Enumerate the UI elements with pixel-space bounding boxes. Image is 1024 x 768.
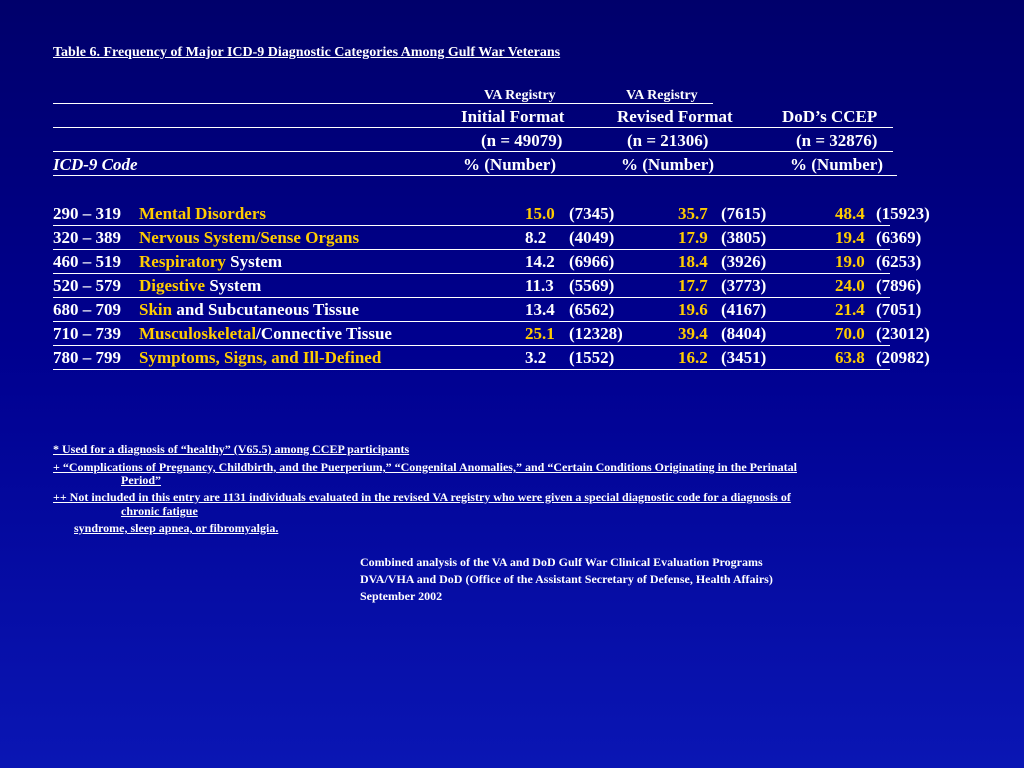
col1-header-registry: VA Registry xyxy=(484,88,556,103)
table-row xyxy=(53,228,922,252)
dod-ccep-number: (6253) xyxy=(876,252,922,271)
dod-ccep-number: (15923) xyxy=(876,204,930,223)
table-row xyxy=(53,252,922,276)
dod-ccep-percent: 70.0 xyxy=(835,324,865,343)
table-row xyxy=(53,204,930,228)
dod-ccep-percent: 63.8 xyxy=(835,348,865,367)
category-name-highlight: Mental Disorders xyxy=(139,204,267,223)
row-underline xyxy=(53,249,890,250)
dod-ccep-percent: 48.4 xyxy=(835,204,865,223)
dod-ccep-number: (6369) xyxy=(876,228,922,247)
va-initial-percent: 13.4 xyxy=(525,300,555,319)
va-revised-percent: 16.2 xyxy=(678,348,708,367)
footnote-double-plus-cont: chronic fatigue xyxy=(121,504,198,518)
footnote-star: * Used for a diagnosis of “healthy” (V65.5) among CCEP participants xyxy=(53,442,410,456)
col3-header-format: DoD’s CCEP xyxy=(782,107,878,126)
category-label xyxy=(139,276,261,296)
table-row xyxy=(53,300,922,324)
va-initial-number: (4049) xyxy=(569,228,615,247)
row-underline xyxy=(53,345,890,346)
category-label xyxy=(139,204,266,224)
footnote-plus: + “Complications of Pregnancy, Childbirth, and the Puerperium,” “Congenital Anomalies,” and “Certain Conditions Originating in the Perinatal xyxy=(53,460,797,474)
row-underline xyxy=(53,225,890,226)
col1-header-n: (n = 49079) xyxy=(481,131,563,150)
dod-ccep-number: (7896) xyxy=(876,276,922,295)
footnote-double-plus-cont2: syndrome, sleep apnea, or fibromyalgia. xyxy=(74,521,279,535)
va-initial-number: (12328) xyxy=(569,324,623,343)
va-revised-percent: 19.6 xyxy=(678,300,708,319)
category-name-rest: and Subcutaneous Tissue xyxy=(172,300,360,319)
dod-ccep-percent: 24.0 xyxy=(835,276,865,295)
va-initial-percent: 14.2 xyxy=(525,252,555,271)
source-line-1: Combined analysis of the VA and DoD Gulf War Clinical Evaluation Programs xyxy=(360,555,763,569)
footnote-plus-cont: Period” xyxy=(121,473,161,487)
row-underline xyxy=(53,321,890,322)
dod-ccep-number: (23012) xyxy=(876,324,930,343)
va-initial-percent: 8.2 xyxy=(525,228,547,247)
header-rule-4 xyxy=(53,175,897,176)
footnote-double-plus: ++ Not included in this entry are 1131 individuals evaluated in the revised VA registry who were given a special diagnostic code for a diagnosis of xyxy=(53,490,791,504)
va-revised-percent: 18.4 xyxy=(678,252,708,271)
icd9-code-range: 290 – 319 xyxy=(53,204,121,223)
category-name-rest: System xyxy=(205,276,262,295)
icd9-code-label: ICD-9 Code xyxy=(53,155,138,174)
va-initial-number: (6562) xyxy=(569,300,615,319)
table-row xyxy=(53,348,930,372)
category-label xyxy=(139,324,392,344)
row-underline xyxy=(53,297,890,298)
col2-header-n: (n = 21306) xyxy=(627,131,709,150)
table-row xyxy=(53,276,922,300)
icd9-code-range: 710 – 739 xyxy=(53,324,121,343)
category-name-rest: /Connective Tissue xyxy=(256,324,392,343)
dod-ccep-number: (7051) xyxy=(876,300,922,319)
col1-units: % (Number) xyxy=(463,155,557,174)
va-initial-percent: 15.0 xyxy=(525,204,555,223)
icd9-code-range: 680 – 709 xyxy=(53,300,121,319)
category-name-highlight: Musculoskeletal xyxy=(139,324,257,343)
col1-header-format: Initial Format xyxy=(461,107,565,126)
va-revised-number: (3805) xyxy=(721,228,767,247)
va-revised-number: (3451) xyxy=(721,348,767,367)
va-initial-percent: 11.3 xyxy=(525,276,554,295)
category-name-highlight: Symptoms, Signs, and Ill-Defined xyxy=(139,348,382,367)
category-name-highlight: Skin xyxy=(139,300,173,319)
col2-header-format: Revised Format xyxy=(617,107,733,126)
category-name-rest: System xyxy=(225,252,283,271)
dod-ccep-percent: 21.4 xyxy=(835,300,865,319)
header-rule-1 xyxy=(53,103,713,104)
va-revised-percent: 35.7 xyxy=(678,204,708,223)
icd9-code-range: 520 – 579 xyxy=(53,276,121,295)
va-revised-percent: 39.4 xyxy=(678,324,708,343)
col2-header-registry: VA Registry xyxy=(626,88,698,103)
header-rule-2 xyxy=(53,127,893,128)
va-initial-number: (5569) xyxy=(569,276,615,295)
icd9-code-range: 460 – 519 xyxy=(53,252,121,271)
table-title: Table 6. Frequency of Major ICD-9 Diagnostic Categories Among Gulf War Veterans xyxy=(53,45,561,60)
category-name-highlight: Nervous System/Sense Organs xyxy=(139,228,360,247)
va-revised-number: (8404) xyxy=(721,324,767,343)
va-initial-number: (1552) xyxy=(569,348,615,367)
dod-ccep-number: (20982) xyxy=(876,348,930,367)
va-revised-percent: 17.9 xyxy=(678,228,708,247)
va-initial-number: (7345) xyxy=(569,204,615,223)
category-label xyxy=(139,300,359,320)
dod-ccep-percent: 19.4 xyxy=(835,228,865,247)
va-revised-number: (3926) xyxy=(721,252,767,271)
va-revised-percent: 17.7 xyxy=(678,276,708,295)
va-revised-number: (3773) xyxy=(721,276,767,295)
header-rule-3 xyxy=(53,151,893,152)
col3-header-n: (n = 32876) xyxy=(796,131,878,150)
va-revised-number: (4167) xyxy=(721,300,767,319)
category-label xyxy=(139,228,359,248)
va-initial-percent: 3.2 xyxy=(525,348,547,367)
dod-ccep-percent: 19.0 xyxy=(835,252,865,271)
icd9-code-range: 780 – 799 xyxy=(53,348,121,367)
category-name-highlight: Digestive xyxy=(139,276,206,295)
va-revised-number: (7615) xyxy=(721,204,767,223)
category-label xyxy=(139,348,381,368)
va-initial-percent: 25.1 xyxy=(525,324,555,343)
col3-units: % (Number) xyxy=(790,155,884,174)
category-label xyxy=(139,252,282,272)
table-row xyxy=(53,324,930,348)
va-initial-number: (6966) xyxy=(569,252,615,271)
row-underline xyxy=(53,369,890,370)
source-line-2: DVA/VHA and DoD (Office of the Assistant Secretary of Defense, Health Affairs) xyxy=(360,572,773,586)
icd9-code-range: 320 – 389 xyxy=(53,228,121,247)
row-underline xyxy=(53,273,890,274)
category-name-highlight: Respiratory xyxy=(139,252,226,271)
col2-units: % (Number) xyxy=(621,155,715,174)
source-date: September 2002 xyxy=(360,589,443,603)
